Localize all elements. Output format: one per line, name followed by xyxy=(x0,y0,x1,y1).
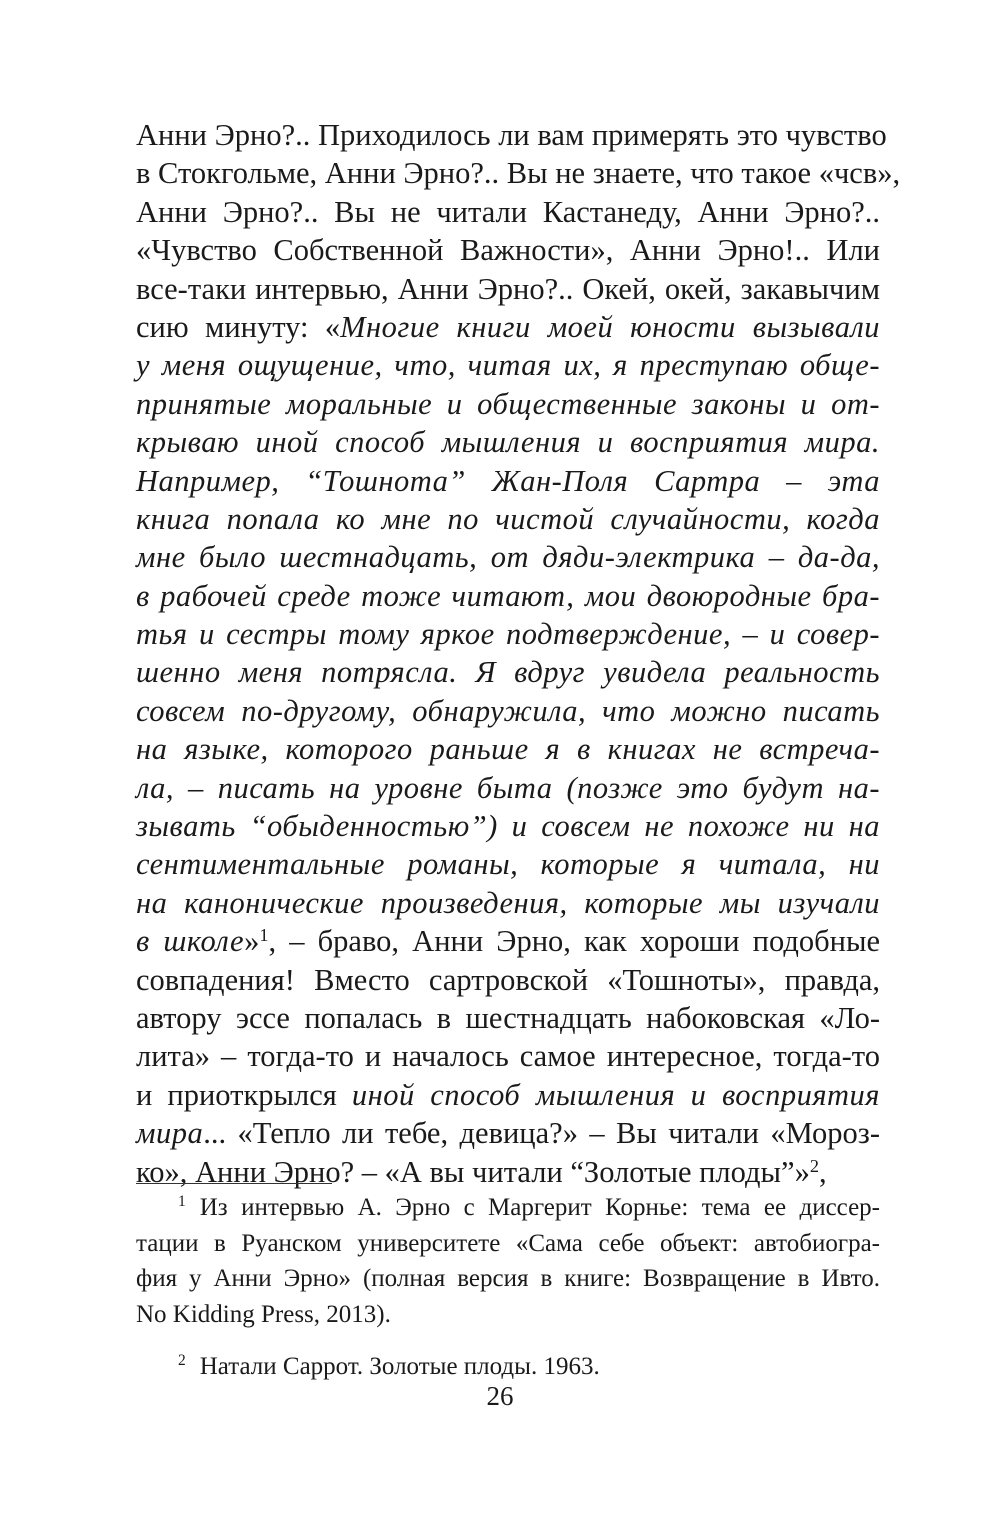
text-segment: в Стокгольме, Анни Эрно?.. Вы не знаете, что такое «чсв», xyxy=(136,156,901,191)
text-line xyxy=(136,193,880,231)
text-line xyxy=(136,1153,880,1191)
text-segment: , xyxy=(818,1154,827,1189)
text-line xyxy=(136,692,880,730)
text-segment: и приоткрылся xyxy=(136,1077,352,1112)
italic-quote-segment: на канонические произведения, которые мы изучали xyxy=(136,885,880,920)
text-segment: сию минуту: « xyxy=(136,309,341,344)
footnote-text: фия у Анни Эрно» (полная версия в книге: Возвращение в Ивто. xyxy=(136,1265,880,1292)
text-line xyxy=(136,730,880,768)
text-line xyxy=(136,1114,880,1152)
text-line xyxy=(136,538,880,576)
italic-quote-segment: совсем по-другому, обнаружила, что можно писать xyxy=(136,693,880,728)
text-line xyxy=(136,653,880,691)
text-line xyxy=(136,999,880,1037)
footnote-text: Натали Саррот. Золотые плоды. 1963. xyxy=(199,1353,600,1380)
text-line xyxy=(136,961,880,999)
text-line xyxy=(136,1037,880,1075)
text-segment: , – браво, Анни Эрно, как хороши подобные xyxy=(268,924,880,959)
text-segment: лита» – тогда-то и началось самое интересное, тогда-то xyxy=(136,1039,880,1074)
text-line xyxy=(136,308,880,346)
text-segment: ко», Анни Эрно? – «А вы читали “Золотые плоды”» xyxy=(136,1154,810,1189)
footnote-reference[interactable]: 2 xyxy=(809,1155,819,1176)
text-segment: совпадения! Вместо сартровской «Тошноты», правда, xyxy=(136,962,880,997)
footnote-number: 2 xyxy=(178,1352,186,1370)
text-line xyxy=(136,1076,880,1114)
text-line xyxy=(136,270,880,308)
italic-quote-segment: в школе xyxy=(136,924,245,959)
text-line xyxy=(136,769,880,807)
footnote-line xyxy=(136,1349,880,1385)
italic-quote-segment: книга попала ко мне по чистой случайности, когда xyxy=(136,501,880,536)
footnote-text: Из интервью А. Эрно с Маргерит Корнье: тема ее диссер- xyxy=(199,1194,880,1221)
text-line xyxy=(136,845,880,883)
italic-quote-segment: на языке, которого раньше я в книгах не встреча- xyxy=(136,732,880,767)
text-line xyxy=(136,231,880,269)
text-segment: » xyxy=(244,924,260,959)
footnote xyxy=(136,1190,880,1332)
text-line xyxy=(136,385,880,423)
footnote-text: No Kidding Press, 2013). xyxy=(136,1300,391,1328)
footnote-number: 1 xyxy=(178,1193,186,1211)
footnote-text: тации в Руанском университете «Сама себе объект: автобиогра- xyxy=(136,1229,880,1257)
text-segment: Анни Эрно?.. Приходилось ли вам примерять это чувство xyxy=(136,118,887,152)
footnote-line xyxy=(136,1226,880,1262)
italic-quote-segment: сентиментальные романы, которые я читала, ни xyxy=(136,847,880,882)
text-line xyxy=(136,884,880,922)
footnote-line xyxy=(136,1261,880,1297)
italic-quote-segment: мира xyxy=(136,1116,204,1151)
italic-quote-segment: ла, – писать на уровне быта (позже это будут на- xyxy=(136,770,880,805)
italic-quote-segment: шенно меня потрясла. Я вдруг увидела реальность xyxy=(136,655,880,690)
text-line xyxy=(136,615,880,653)
footnote-line xyxy=(136,1190,880,1226)
text-line xyxy=(136,922,880,960)
text-segment: «Чувство Собственной Важности», Анни Эрно!.. Или xyxy=(136,233,880,268)
italic-quote-segment: Многие книги моей юности вызывали xyxy=(340,309,880,344)
text-line xyxy=(136,807,880,845)
footnote-reference[interactable]: 1 xyxy=(259,925,269,946)
italic-quote-segment: зывать “обыденностью”) и совсем не похоже ни на xyxy=(136,809,880,844)
main-text-block xyxy=(136,116,901,1191)
text-line xyxy=(136,423,880,461)
text-segment: все-таки интервью, Анни Эрно?.. Окей, окей, закавычим xyxy=(136,271,880,306)
footnotes-block xyxy=(136,1190,880,1385)
text-line xyxy=(136,462,880,500)
text-line xyxy=(136,500,880,538)
footnote-line xyxy=(136,1297,880,1333)
italic-quote-segment: у меня ощущение, что, читая их, я преступаю обще- xyxy=(136,348,880,383)
italic-quote-segment: в рабочей среде тоже читают, мои двоюродные бра- xyxy=(136,578,880,613)
italic-quote-segment: принятые моральные и общественные законы и от- xyxy=(136,386,880,421)
text-line xyxy=(136,346,880,384)
text-line xyxy=(136,577,880,615)
page-number: 26 xyxy=(486,1381,514,1411)
text-segment: ... «Тепло ли тебе, девица?» – Вы читали «Мороз- xyxy=(203,1116,880,1151)
italic-quote-segment: мне было шестнадцать, от дяди-электрика – да-да, xyxy=(136,540,880,575)
text-segment: Анни Эрно?.. Вы не читали Кастанеду, Анни Эрно?.. xyxy=(136,194,880,229)
text-line xyxy=(136,116,887,154)
text-line xyxy=(136,154,901,192)
footnote xyxy=(136,1349,880,1385)
text-segment: автору эссе попалась в шестнадцать набоковская «Ло- xyxy=(136,1000,880,1035)
italic-quote-segment: тья и сестры тому яркое подтверждение, – и совер- xyxy=(136,617,880,652)
italic-quote-segment: Например, “Тошнота” Жан-Поля Сартра – эта xyxy=(136,463,880,498)
footnote-divider xyxy=(136,1183,332,1184)
italic-quote-segment: крываю иной способ мышления и восприятия мира. xyxy=(136,425,880,460)
italic-quote-segment: иной способ мышления и восприятия xyxy=(351,1077,880,1112)
